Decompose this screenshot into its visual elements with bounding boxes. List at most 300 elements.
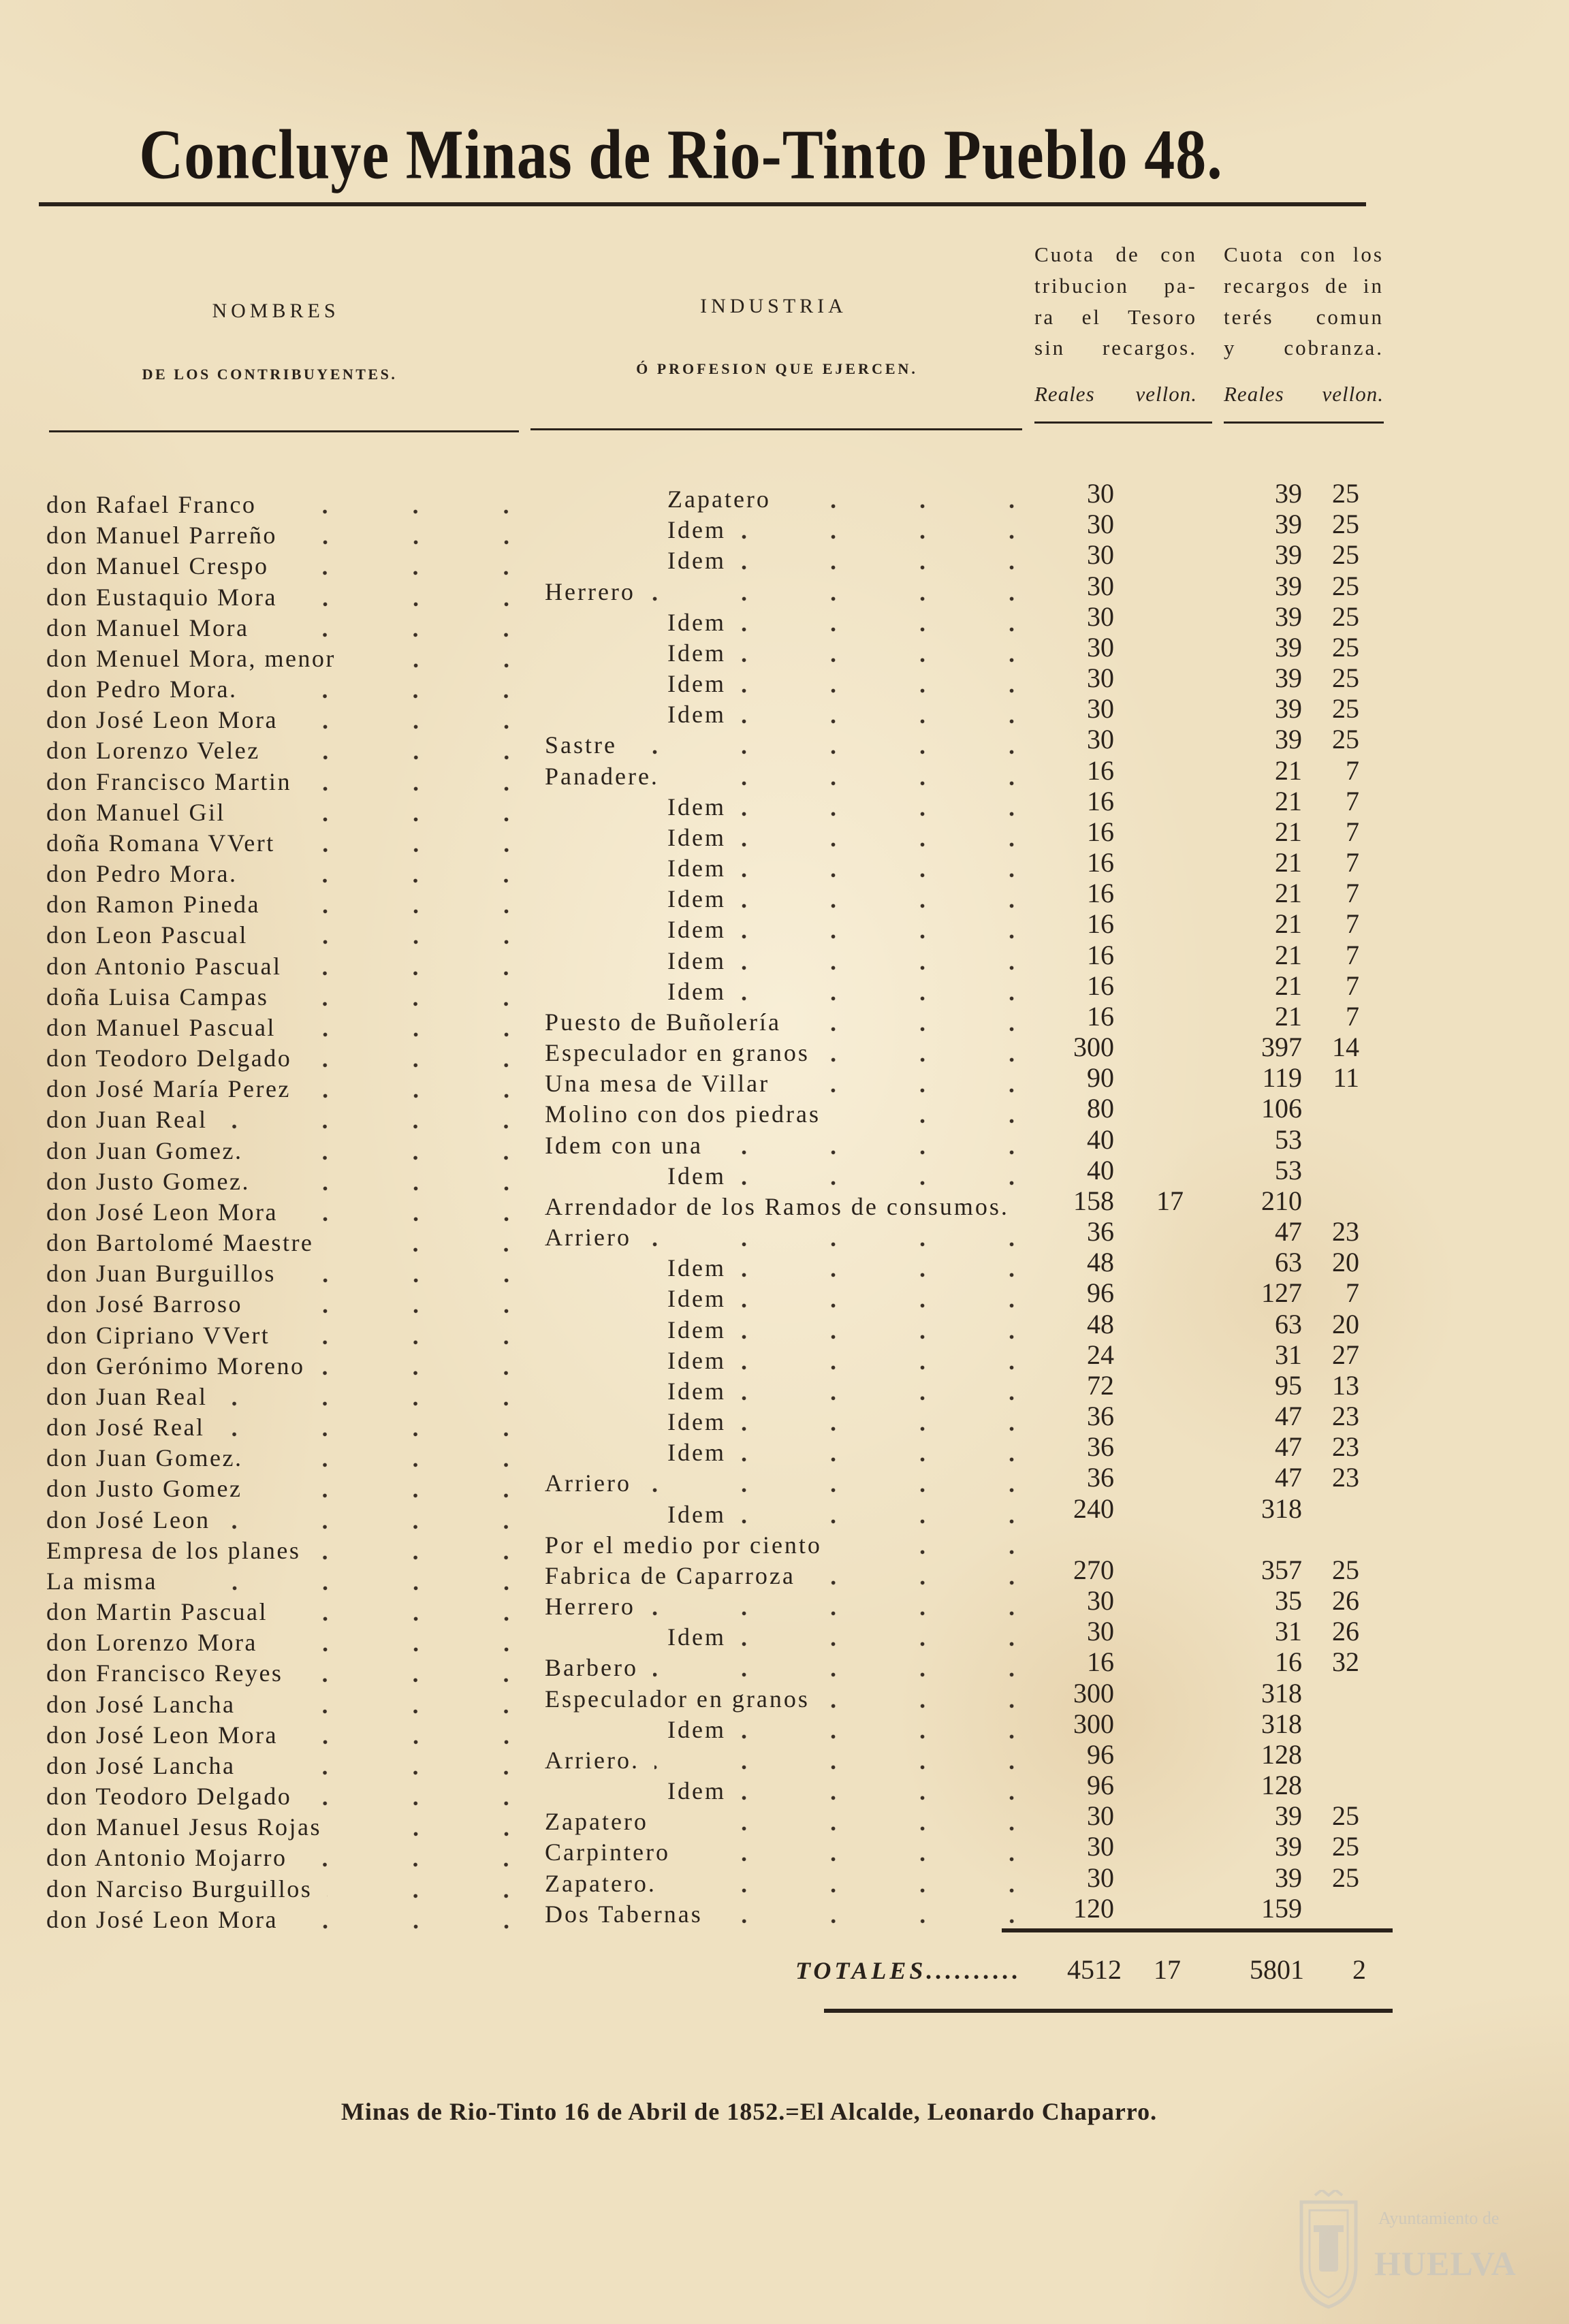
total-quota-reales: 39: [1275, 631, 1302, 663]
contributor-name: don José Barroso: [46, 1290, 242, 1318]
contributor-cell: [46, 1258, 521, 1289]
leader-dots: [741, 914, 1021, 945]
leader-dots: [654, 1745, 1021, 1776]
total-quota-reales: 39: [1275, 539, 1302, 571]
industry-name: Arriero: [545, 1224, 631, 1252]
leader-dots: [786, 484, 1021, 515]
total-quota-reales: 21: [1275, 878, 1302, 909]
leader-dots: [319, 1351, 521, 1382]
industry-name: Idem: [667, 670, 726, 698]
base-quota-header-line: tribucion pa-: [1034, 274, 1197, 298]
contributor-cell: [46, 1566, 521, 1597]
total-quota-reales: 39: [1275, 663, 1302, 694]
base-quota-cents: [1136, 1800, 1184, 1831]
city-shield-icon: [1286, 2190, 1371, 2312]
leader-dots: [741, 976, 1021, 1007]
leader-dots: [225, 1505, 521, 1535]
total-quota-reales: 35: [1275, 1585, 1302, 1617]
industry-name: Zapatero.: [545, 1869, 656, 1897]
total-quota-cents: 7: [1346, 939, 1359, 970]
base-quota-cents: [1136, 786, 1184, 816]
leader-dots: [741, 1776, 1021, 1806]
leader-dots: [741, 545, 1021, 576]
base-quota-cents: [1136, 601, 1184, 632]
base-quota-reales: 30: [1087, 509, 1114, 540]
industry-cell: [545, 1715, 1021, 1745]
industry-name: Fabrica de Caparroza: [545, 1561, 795, 1589]
leader-dots: [306, 1781, 521, 1812]
industry-name: Idem: [667, 1162, 726, 1190]
contributor-cell: [46, 1658, 521, 1689]
industry-name: Idem: [667, 1346, 726, 1374]
base-quota-reales: 36: [1087, 1431, 1114, 1463]
base-quota-reales: 16: [1087, 816, 1114, 847]
contributor-cell: [46, 859, 521, 889]
contributor-cell: [46, 1535, 521, 1566]
contributor-name: don Manuel Parreño: [46, 522, 277, 550]
total-quota-cents: 25: [1332, 693, 1359, 725]
total-quota-cents: 7: [1346, 1277, 1359, 1309]
base-quota-reales: 48: [1087, 1308, 1114, 1339]
industry-cell: [545, 1376, 1021, 1407]
contributor-cell: [46, 1505, 521, 1535]
contributor-cell: [46, 1627, 521, 1658]
leader-dots: [257, 1136, 521, 1166]
contributor-name: don Eustaquio Mora: [46, 583, 277, 611]
contributor-name: don Teodoro Delgado: [46, 1045, 292, 1072]
leader-dots: [663, 1806, 1021, 1837]
total-quota-cents: 7: [1346, 908, 1359, 940]
leader-dots: [240, 797, 521, 828]
total-quota-cents: 25: [1332, 724, 1359, 755]
base-quota-reales: 24: [1087, 1339, 1114, 1370]
total-quota-reales: 357: [1261, 1554, 1302, 1585]
base-quota-reales: 30: [1087, 724, 1114, 755]
industry-cell: [545, 1530, 1021, 1561]
leader-dots: [328, 1228, 521, 1258]
total-quota-reales: 159: [1261, 1892, 1302, 1924]
contributor-cell: [46, 613, 521, 643]
total-quota-reales: 106: [1261, 1093, 1302, 1124]
leader-dots: [685, 1837, 1021, 1868]
base-quota-cents: [1136, 509, 1184, 539]
industry-cell: [545, 1253, 1021, 1284]
total-quota-reales: 39: [1275, 1800, 1302, 1832]
contributor-name: don Juan Real: [46, 1106, 208, 1134]
leader-dots: [741, 1437, 1021, 1468]
leader-dots: [741, 1622, 1021, 1653]
contributor-name: don Manuel Pascual: [46, 1013, 276, 1041]
leader-dots: [796, 1007, 1021, 1038]
base-quota-reales: 158: [1073, 1185, 1114, 1216]
base-quota-header-line: ra el Tesoro: [1034, 305, 1197, 329]
contributor-name: don Justo Gomez: [46, 1475, 242, 1503]
base-quota-cents: [1136, 478, 1184, 509]
base-quota-cents: [1136, 1770, 1184, 1800]
base-quota-cents: [1136, 1831, 1184, 1862]
base-quota-reales: 30: [1087, 693, 1114, 725]
industry-cell: [545, 638, 1021, 669]
contributor-cell: [46, 1812, 521, 1843]
watermark-name: HUELVA: [1374, 2244, 1517, 2282]
leader-dots: [298, 1658, 521, 1689]
industry-name: Idem: [667, 793, 726, 821]
contributor-name: don Justo Gomez.: [46, 1167, 250, 1195]
base-quota-cents: [1136, 1585, 1184, 1616]
total-quota-reales: 21: [1275, 970, 1302, 1001]
industry-cell: [545, 1499, 1021, 1530]
contributor-name: don Antonio Mojarro: [46, 1844, 287, 1872]
contributor-name: don José Lancha: [46, 1751, 236, 1779]
contributor-cell: [46, 1104, 521, 1135]
total-quota-reales: 39: [1275, 570, 1302, 601]
base-quota-cents: [1136, 1370, 1184, 1401]
leader-dots: [219, 1412, 521, 1443]
leader-dots: [632, 730, 1021, 761]
leader-dots: [257, 1289, 521, 1320]
leader-dots: [292, 582, 521, 613]
leader-dots: [741, 1376, 1021, 1407]
total-quota-cents: [1312, 1770, 1359, 1800]
total-quota-cents: 23: [1332, 1401, 1359, 1432]
leader-dots: [741, 884, 1021, 914]
industry-cell: [545, 484, 1021, 515]
industry-name: Dos Tabernas: [545, 1900, 703, 1928]
industry-name: Idem: [667, 1408, 726, 1436]
base-quota-cents: [1136, 1001, 1184, 1032]
leader-dots: [836, 1099, 1021, 1130]
industry-cell: [545, 1745, 1021, 1776]
industry-cell: [545, 515, 1021, 545]
industry-name: Por el medio por ciento: [545, 1531, 822, 1559]
contributor-name: don Juan Real: [46, 1382, 208, 1410]
base-quota-cents: [1136, 1339, 1184, 1370]
total-quota-reales: 318: [1261, 1708, 1302, 1739]
leader-dots: [741, 699, 1021, 730]
base-quota-reales: 30: [1087, 601, 1114, 632]
total-quota-reales: 53: [1275, 1124, 1302, 1155]
base-quota-header-line: sin recargos.: [1034, 336, 1197, 360]
total-quota-cents: [1312, 1678, 1359, 1708]
industry-cell: [545, 1653, 1021, 1683]
leader-dots: [741, 853, 1021, 884]
base-quota-cents: [1136, 970, 1184, 1001]
leader-dots: [741, 1315, 1021, 1346]
base-quota-cents: [1136, 1093, 1184, 1124]
leader-dots: [265, 1166, 521, 1197]
industry-cell: [545, 1346, 1021, 1376]
contributor-cell: [46, 828, 521, 859]
base-quota-reales: 90: [1087, 1062, 1114, 1094]
industry-name: Idem: [667, 547, 726, 575]
contributor-cell: [46, 920, 521, 951]
leader-dots: [222, 1104, 521, 1135]
contributor-cell: [46, 735, 521, 766]
contributor-name: don Juan Burguillos: [46, 1260, 276, 1288]
industry-cell: [545, 1899, 1021, 1930]
base-quota-cents: [1136, 1893, 1184, 1924]
contributor-cell: [46, 1074, 521, 1104]
industry-name: Idem: [667, 916, 726, 944]
leader-dots: [257, 1474, 521, 1504]
contributor-name: don Manuel Gil: [46, 798, 225, 826]
leader-dots: [810, 1561, 1021, 1591]
total-quota-reales: 397: [1261, 1032, 1302, 1063]
base-quota-cents: [1136, 755, 1184, 786]
leader-dots: [671, 1868, 1021, 1899]
industry-cell: [545, 545, 1021, 576]
base-quota-reales: 120: [1073, 1892, 1114, 1924]
contributor-name: don José Leon: [46, 1506, 210, 1533]
total-quota-reales: 39: [1275, 724, 1302, 755]
total-quota-reales: 63: [1275, 1308, 1302, 1339]
total-quota-reales: 47: [1275, 1401, 1302, 1432]
base-quota-reales: 30: [1087, 1862, 1114, 1893]
total-quota-cents: 7: [1346, 970, 1359, 1001]
totals-total-cents: 2: [1352, 1954, 1366, 1985]
total-quota-cents: [1312, 1493, 1359, 1524]
total-quota-unit: Reales vellon.: [1224, 382, 1384, 406]
base-quota-cents: [1136, 539, 1184, 570]
leader-dots: [306, 1074, 521, 1104]
industry-cell: [545, 699, 1021, 730]
watermark-org: Ayuntamiento de: [1378, 2208, 1500, 2228]
industry-name: Idem: [667, 639, 726, 667]
leader-dots: [653, 1653, 1021, 1683]
industry-name: Una mesa de Villar: [545, 1070, 770, 1098]
leader-dots: [741, 669, 1021, 699]
base-quota-reales: 16: [1087, 1000, 1114, 1032]
total-quota-cents: [1312, 1739, 1359, 1770]
leader-dots: [741, 946, 1021, 976]
contributor-name: don Narciso Burguillos: [46, 1875, 313, 1903]
contributor-cell: [46, 1013, 521, 1043]
total-quota-cents: 13: [1332, 1369, 1359, 1401]
leader-dots: [291, 1258, 521, 1289]
leader-dots: [741, 1407, 1021, 1437]
total-quota-reales: 318: [1261, 1493, 1302, 1524]
total-quota-cents: 20: [1332, 1247, 1359, 1278]
contributor-name: don José Real: [46, 1414, 205, 1442]
total-quota-reales: 39: [1275, 509, 1302, 540]
total-quota-cents: 25: [1332, 1554, 1359, 1585]
base-quota-cents: [1136, 1124, 1184, 1155]
base-quota-cents: 17: [1156, 1185, 1184, 1216]
industry-cell: [545, 1837, 1021, 1868]
contributor-name: don Cipriano VVert: [46, 1321, 270, 1349]
total-quota-reales: 119: [1262, 1062, 1302, 1094]
industry-name: Carpintero: [545, 1838, 670, 1866]
contributor-name: La misma: [46, 1567, 157, 1595]
base-quota-reales: 16: [1087, 878, 1114, 909]
industry-name: Especulador en granos: [545, 1685, 810, 1713]
leader-dots: [741, 1284, 1021, 1314]
contributor-name: don Ramon Pineda: [46, 891, 260, 919]
leader-dots: [784, 1068, 1021, 1099]
total-quota-reales: 39: [1275, 1831, 1302, 1862]
industry-cell: [545, 914, 1021, 945]
base-quota-reales: 40: [1087, 1124, 1114, 1155]
total-quota-reales: 21: [1275, 847, 1302, 878]
contributor-cell: [46, 705, 521, 735]
base-quota-cents: [1136, 1555, 1184, 1585]
total-quota-cents: 25: [1332, 509, 1359, 540]
base-quota-cents: [1136, 1862, 1184, 1893]
leader-dots: [741, 1715, 1021, 1745]
contributor-name: doña Romana VVert: [46, 829, 275, 857]
base-quota-reales: 80: [1087, 1093, 1114, 1124]
page-title: Concluye Minas de Rio-Tinto Pueblo 48.: [139, 116, 1223, 194]
industry-cell: [545, 1007, 1021, 1038]
total-quota-reales: 47: [1275, 1216, 1302, 1247]
contributor-cell: [46, 1320, 521, 1351]
leader-dots: [292, 520, 521, 551]
contributor-name: don Lorenzo Mora: [46, 1629, 257, 1657]
signature-line: Minas de Rio-Tinto 16 de Abril de 1852.=El Alcalde, Leonardo Chaparro.: [340, 2098, 1158, 2125]
industry-name: Zapatero: [545, 1808, 648, 1836]
industry-name: Idem: [667, 885, 726, 913]
total-quota-reales: 39: [1275, 478, 1302, 509]
leader-dots: [275, 735, 521, 766]
leader-dots: [306, 767, 521, 797]
total-quota-cents: [1312, 1893, 1359, 1924]
contributor-name: don Francisco Reyes: [46, 1659, 283, 1687]
leader-dots: [351, 643, 521, 674]
leader-dots: [646, 1222, 1021, 1253]
contributor-name: don Francisco Martin: [46, 767, 291, 795]
contributor-name: don José Leon Mora: [46, 706, 278, 734]
base-quota-cents: [1136, 1155, 1184, 1185]
total-quota-cents: 7: [1346, 878, 1359, 909]
leader-dots: [172, 1566, 521, 1597]
leader-dots: [250, 1751, 521, 1781]
base-quota-reales: 96: [1087, 1277, 1114, 1309]
base-quota-reales: 72: [1087, 1369, 1114, 1401]
contributor-cell: [46, 797, 521, 828]
leader-dots: [252, 859, 521, 889]
contributors-table: [0, 478, 1569, 1936]
industry-name: Idem: [667, 823, 726, 851]
total-quota-cents: 27: [1332, 1339, 1359, 1370]
industry-cell: [545, 1284, 1021, 1314]
total-quota-header-line: y cobranza.: [1224, 336, 1384, 360]
leader-dots: [283, 1597, 521, 1627]
contributor-cell: [46, 1166, 521, 1197]
header-rule: [1224, 421, 1384, 424]
base-quota-cents: [1136, 1401, 1184, 1431]
contributor-name: don Lorenzo Velez: [46, 737, 260, 765]
total-quota-reales: 128: [1261, 1738, 1302, 1770]
leader-dots: [296, 951, 521, 982]
industry-name: Idem: [667, 1715, 726, 1743]
contributor-cell: [46, 1905, 521, 1935]
leader-dots: [718, 1899, 1021, 1930]
industry-cell: [545, 976, 1021, 1007]
industry-cell: [545, 1806, 1021, 1837]
contributor-name: don José Lancha: [46, 1690, 236, 1718]
total-quota-cents: 23: [1332, 1216, 1359, 1247]
total-quota-cents: 7: [1346, 1000, 1359, 1032]
industry-name: Idem: [667, 701, 726, 729]
industry-cell: [545, 1130, 1021, 1161]
leader-dots: [336, 1812, 521, 1843]
totals-total-reales: 5801: [1250, 1954, 1304, 1985]
industry-name: Molino con dos piedras: [545, 1100, 821, 1128]
industry-cell: [545, 1192, 1021, 1222]
contributor-cell: [46, 1228, 521, 1258]
base-quota-cents: [1136, 1062, 1184, 1093]
total-quota-cents: 25: [1332, 1800, 1359, 1832]
industry-cell: [545, 1222, 1021, 1253]
industry-name: Idem: [667, 1500, 726, 1528]
base-quota-reales: 16: [1087, 908, 1114, 940]
total-quota-reales: 21: [1275, 908, 1302, 940]
contributor-cell: [46, 982, 521, 1013]
contributor-cell: [46, 1474, 521, 1504]
industry-name: Idem: [667, 1285, 726, 1313]
leader-dots: [741, 1253, 1021, 1284]
contributor-name: don Pedro Mora.: [46, 675, 238, 703]
leader-dots: [264, 613, 521, 643]
leader-dots: [252, 674, 521, 705]
total-quota-reales: 16: [1275, 1646, 1302, 1678]
total-quota-cents: [1312, 1124, 1359, 1155]
base-quota-cents: [1136, 1616, 1184, 1646]
total-quota-cents: 7: [1346, 816, 1359, 847]
names-column-header: NOMBRES: [212, 300, 340, 322]
total-quota-reales: 21: [1275, 1000, 1302, 1032]
header-rule: [49, 430, 519, 432]
total-quota-reales: 31: [1275, 1616, 1302, 1647]
total-quota-reales: [1207, 1524, 1302, 1555]
industry-cell: [545, 853, 1021, 884]
total-quota-cents: 7: [1346, 847, 1359, 878]
leader-dots: [291, 1013, 521, 1043]
industry-name: Puesto de Buñolería: [545, 1008, 781, 1036]
base-quota-reales: 30: [1087, 1616, 1114, 1647]
contributor-cell: [46, 1043, 521, 1074]
base-quota-reales: 16: [1087, 1646, 1114, 1678]
header-rule: [1034, 421, 1212, 424]
industry-name: Idem: [667, 1439, 726, 1467]
industry-name: Idem: [667, 608, 726, 636]
base-quota-reales: 30: [1087, 631, 1114, 663]
total-quota-header-line: recargos de in: [1224, 274, 1384, 298]
totals-base-reales: 4512: [1067, 1954, 1122, 1985]
industry-cell: [545, 1868, 1021, 1899]
base-quota-cents: [1136, 693, 1184, 724]
total-quota-reales: 63: [1275, 1247, 1302, 1278]
total-quota-cents: 26: [1332, 1585, 1359, 1617]
industry-cell: [545, 577, 1021, 607]
leader-dots: [293, 1197, 521, 1228]
total-quota-cents: 7: [1346, 785, 1359, 816]
contributor-name: don Gerónimo Moreno: [46, 1352, 305, 1380]
contributor-cell: [46, 1289, 521, 1320]
total-quota-cents: 25: [1332, 570, 1359, 601]
total-quota-cents: 25: [1332, 1862, 1359, 1893]
contributor-cell: [46, 551, 521, 582]
base-quota-cents: [1136, 571, 1184, 601]
contributor-name: don Martin Pascual: [46, 1598, 268, 1626]
total-quota-reales: 128: [1261, 1770, 1302, 1801]
contributor-cell: [46, 1136, 521, 1166]
contributor-name: don Manuel Crespo: [46, 552, 269, 580]
industry-name: Zapatero: [667, 486, 771, 513]
industry-name: Idem: [667, 855, 726, 882]
total-quota-cents: 25: [1332, 663, 1359, 694]
total-quota-cents: 25: [1332, 601, 1359, 632]
